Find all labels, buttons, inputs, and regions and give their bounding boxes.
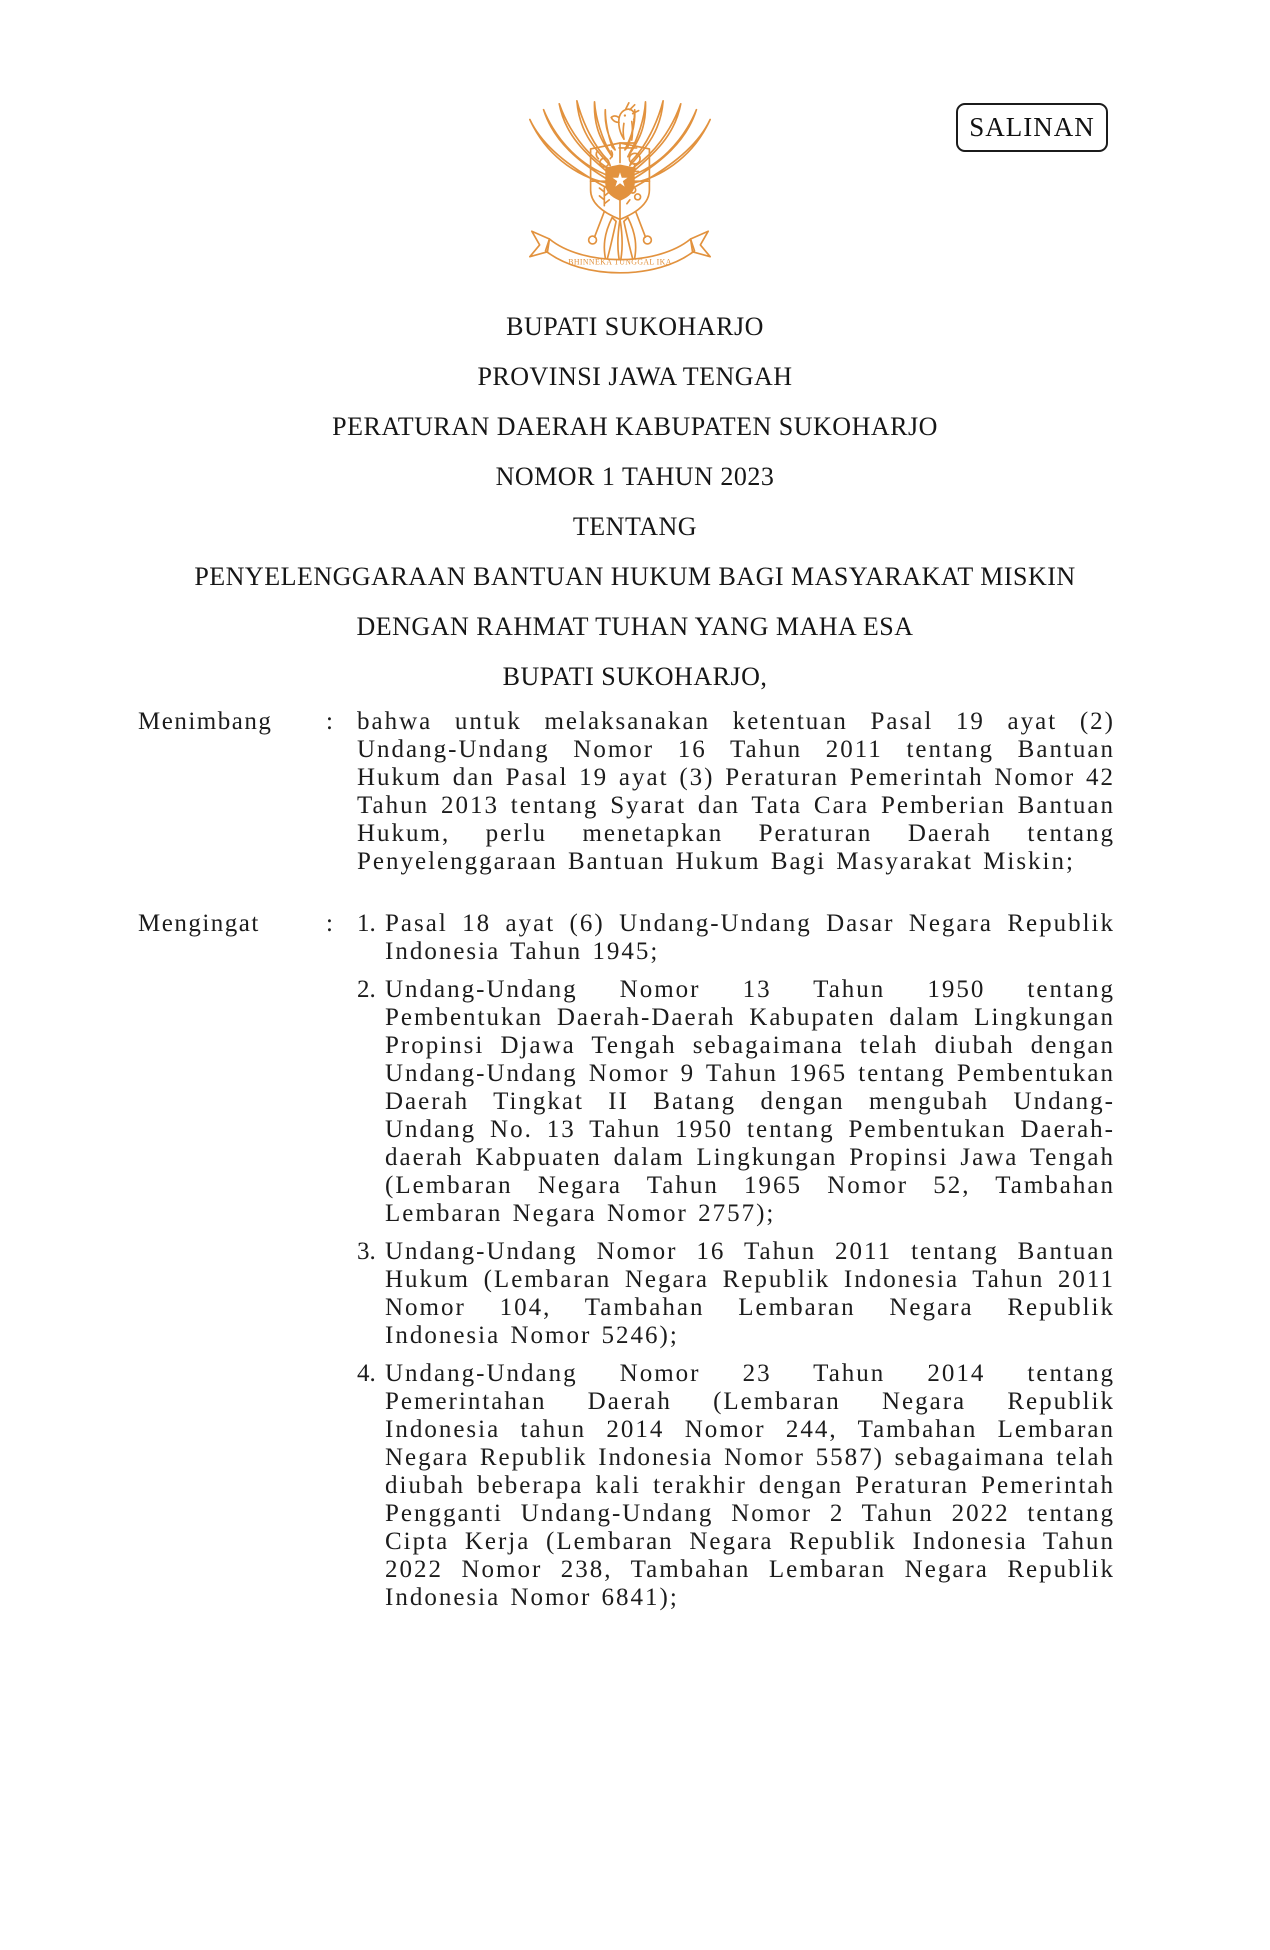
mengingat-item-4-number: 4. <box>357 1360 376 1387</box>
clause-menimbang <box>138 708 1115 876</box>
clause-menimbang-label: Menimbang <box>138 708 273 735</box>
clause-mengingat-colon: : <box>326 910 335 937</box>
clause-mengingat-body <box>357 910 1115 1612</box>
mengingat-item-4-text: Undang-Undang Nomor 23 Tahun 2014 tentang Pemerintahan Daerah (Lembaran Negara Republik Indonesia tahun 2014 Nomor 244, Tambahan Lembaran Negara Republik Indonesia Nomor 5587) sebagaimana telah diubah beberapa kali terakhir dengan Peraturan Pemerintah Pengganti Undang-Undang Nomor 2 Tahun 2022 tentang Cipta Kerja (Lembaran Negara Republik Indonesia Tahun 2022 Nomor 238, Tambahan Lembaran Negara Republik Indonesia Nomor 6841); <box>385 1360 1115 1611</box>
mengingat-item-1-text: Pasal 18 ayat (6) Undang-Undang Dasar Negara Republik Indonesia Tahun 1945; <box>385 910 1115 965</box>
motto-text: BHINNEKA TUNGGAL IKA <box>568 257 672 267</box>
heading-rahmat: DENGAN RAHMAT TUHAN YANG MAHA ESA <box>356 612 914 641</box>
document-heading-block <box>0 302 1270 702</box>
clauses-section <box>138 708 1115 1612</box>
clause-mengingat-label: Mengingat <box>138 910 260 937</box>
heading-subject: PENYELENGGARAAN BANTUAN HUKUM BAGI MASYARAKAT MISKIN <box>194 562 1076 591</box>
heading-provinsi: PROVINSI JAWA TENGAH <box>477 362 793 391</box>
mengingat-item-3-number: 3. <box>357 1238 376 1265</box>
garuda-pancasila-icon <box>522 94 718 290</box>
salinan-stamp-label: SALINAN <box>969 112 1095 142</box>
heading-nomor: NOMOR 1 TAHUN 2023 <box>495 462 775 491</box>
heading-bupati-comma: BUPATI SUKOHARJO, <box>502 662 768 691</box>
heading-bupati: BUPATI SUKOHARJO <box>506 312 764 341</box>
heading-tentang: TENTANG <box>572 512 698 541</box>
mengingat-item-3-text: Undang-Undang Nomor 16 Tahun 2011 tentang Bantuan Hukum (Lembaran Negara Republik Indonesia Tahun 2011 Nomor 104, Tambahan Lembaran Negara Republik Indonesia Nomor 5246); <box>385 1238 1115 1349</box>
mengingat-item-2-number: 2. <box>357 976 376 1003</box>
mengingat-list <box>357 910 1115 1612</box>
mengingat-item-1-number: 1. <box>357 910 376 937</box>
mengingat-item-3 <box>357 1238 1115 1350</box>
clause-mengingat <box>138 910 1115 1612</box>
menimbang-paragraph: bahwa untuk melaksanakan ketentuan Pasal 19 ayat (2) Undang-Undang Nomor 16 Tahun 2011 tentang Bantuan Hukum dan Pasal 19 ayat (3) Peraturan Pemerintah Nomor 42 Tahun 2013 tentang Syarat dan Tata Cara Pemberian Bantuan Hukum, perlu menetapkan Peraturan Daerah tentang Penyelenggaraan Bantuan Hukum Bagi Masyarakat Miskin; <box>357 708 1115 875</box>
motto-banner <box>530 231 710 273</box>
clause-menimbang-body <box>357 708 1115 876</box>
salinan-stamp <box>956 103 1108 152</box>
mengingat-item-1 <box>357 910 1115 966</box>
heading-peraturan: PERATURAN DAERAH KABUPATEN SUKOHARJO <box>332 412 938 441</box>
mengingat-item-2-text: Undang-Undang Nomor 13 Tahun 1950 tentang Pembentukan Daerah-Daerah Kabupaten dalam Lingkungan Propinsi Djawa Tengah sebagaimana telah diubah dengan Undang-Undang Nomor 9 Tahun 1965 tentang Pembentukan Daerah Tingkat II Batang dengan mengubah Undang-Undang No. 13 Tahun 1950 tentang Pembentukan Daerah-daerah Kabpuaten dalam Lingkungan Propinsi Jawa Tengah (Lembaran Negara Tahun 1965 Nomor 52, Tambahan Lembaran Negara Nomor 2757); <box>385 976 1115 1227</box>
mengingat-item-2 <box>357 976 1115 1228</box>
clause-menimbang-colon: : <box>326 708 335 735</box>
mengingat-item-4 <box>357 1360 1115 1612</box>
